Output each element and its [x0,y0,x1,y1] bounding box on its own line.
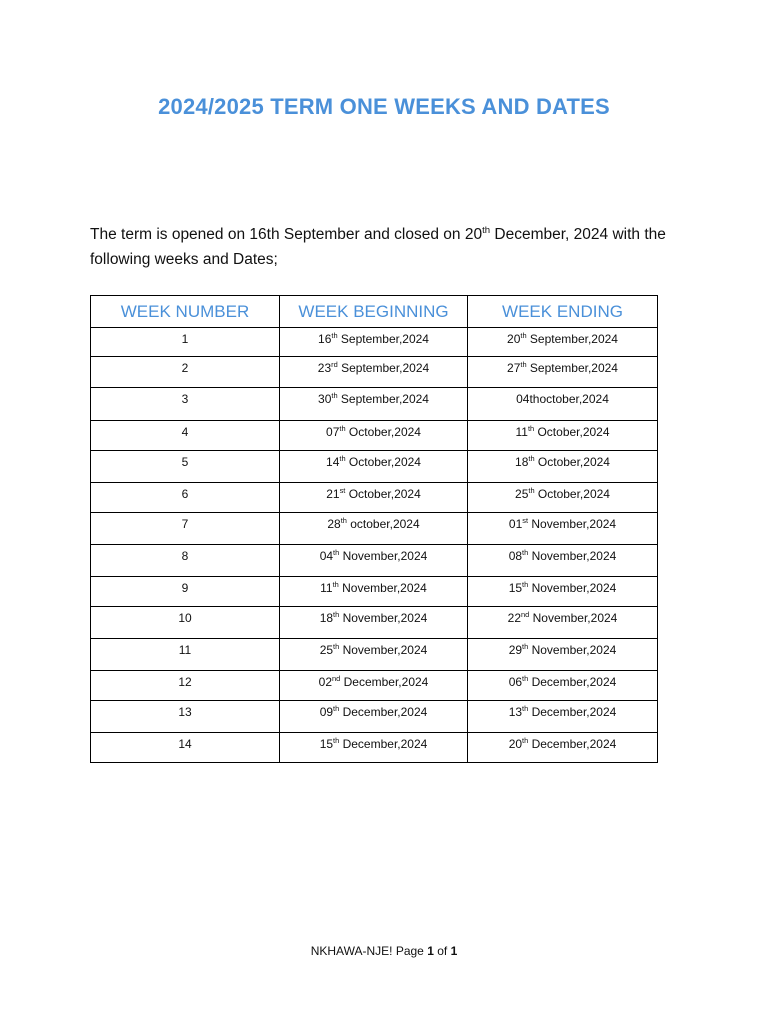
header-week-beginning: WEEK BEGINNING [280,296,468,328]
cell-week-number: 2 [91,357,280,388]
date-day: 06 [508,675,523,689]
date-ordinal-suffix: th [522,736,529,745]
cell-week-ending [468,451,658,483]
date-day: 21 [326,487,340,501]
date-ordinal-suffix: th [333,736,340,745]
date-day: 27 [507,361,521,375]
date-ordinal-suffix: st [339,486,346,495]
cell-week-ending [468,388,658,421]
date-ordinal-suffix: th [331,391,338,400]
cell-week-number: 12 [91,671,280,701]
date-month-year: December,2024 [339,705,428,719]
weeks-table-body [91,328,658,763]
date-day: 18 [319,611,334,625]
date-month-year: November,2024 [339,643,428,657]
cell-week-number: 1 [91,328,280,357]
date-ordinal-suffix: nd [332,674,341,683]
cell-week-number: 11 [91,639,280,671]
cell-week-beginning [280,388,468,421]
table-row [91,513,658,545]
date-day: 09 [319,705,334,719]
table-row [91,671,658,701]
date-ordinal-suffix: th [522,674,529,683]
table-row [91,357,658,388]
date-month-year: November,2024 [339,549,428,563]
date-month-year: December,2024 [339,737,428,751]
date-ordinal-suffix: th [339,454,346,463]
date-day: 15 [508,581,523,595]
table-row [91,577,658,607]
date-ordinal-suffix: nd [521,610,530,619]
cell-week-beginning [280,451,468,483]
date-day: 04thoctober,2024 [516,392,609,406]
date-day: 13 [508,705,523,719]
date-month-year: october,2024 [346,517,420,531]
date-month-year: December,2024 [528,705,617,719]
date-day: 18 [515,455,529,469]
header-week-number: WEEK NUMBER [91,296,280,328]
cell-week-number: 14 [91,733,280,763]
date-day: 20 [507,332,521,346]
date-day: 29 [508,643,523,657]
date-day: 07 [326,425,340,439]
weeks-table [90,295,658,763]
header-week-ending: WEEK ENDING [468,296,658,328]
date-ordinal-suffix: th [527,424,535,433]
table-row [91,328,658,357]
cell-week-ending [468,421,658,451]
cell-week-ending [468,513,658,545]
cell-week-number: 7 [91,513,280,545]
date-day: 11 [515,425,528,439]
date-ordinal-suffix: th [522,704,529,713]
intro-text-part2: December, 2024 with the following weeks and Dates; [90,225,666,268]
table-row [91,483,658,513]
table-row [91,388,658,421]
date-day: 25 [319,643,334,657]
date-month-year: October,2024 [534,455,610,469]
table-row [91,545,658,577]
cell-week-beginning [280,607,468,639]
table-row [91,451,658,483]
date-ordinal-suffix: th [522,580,529,589]
date-ordinal-suffix: th [333,548,340,557]
date-month-year: September,2024 [337,361,430,375]
date-day: 16 [318,332,332,346]
footer-page-number: 1 [427,944,434,958]
date-month-year: September,2024 [526,361,618,375]
cell-week-number: 3 [91,388,280,421]
cell-week-number: 8 [91,545,280,577]
cell-week-beginning [280,483,468,513]
date-day: 02 [318,675,332,689]
intro-text-part1: The term is opened on 16th September and closed on 20 [90,225,483,243]
table-row [91,607,658,639]
date-month-year: November,2024 [529,611,618,625]
date-day: 30 [318,392,332,406]
date-ordinal-suffix: th [520,360,527,369]
date-ordinal-suffix: rd [331,360,338,369]
date-day: 22 [507,611,521,625]
date-month-year: September,2024 [337,392,429,406]
table-row [91,639,658,671]
date-month-year: December,2024 [528,737,617,751]
date-month-year: December,2024 [528,675,617,689]
date-month-year: October,2024 [534,425,610,439]
date-month-year: November,2024 [528,581,617,595]
cell-week-ending [468,577,658,607]
page-footer [0,944,768,958]
date-day: 04 [319,549,334,563]
cell-week-ending [468,701,658,733]
cell-week-beginning [280,328,468,357]
cell-week-number: 9 [91,577,280,607]
date-ordinal-suffix: th [332,580,339,589]
footer-of: of [433,944,451,958]
cell-week-beginning [280,701,468,733]
cell-week-beginning [280,639,468,671]
cell-week-beginning [280,577,468,607]
date-month-year: October,2024 [345,455,421,469]
table-row [91,701,658,733]
footer-page-total: 1 [450,944,458,958]
date-ordinal-suffix: th [522,548,529,557]
date-ordinal-suffix: th [528,454,535,463]
date-month-year: September,2024 [337,332,429,346]
date-month-year: November,2024 [528,643,617,657]
date-day: 08 [508,549,523,563]
date-month-year: October,2024 [345,425,421,439]
date-day: 20 [508,737,523,751]
table-row [91,421,658,451]
date-ordinal-suffix: th [520,331,527,340]
date-ordinal-suffix: th [528,486,535,495]
intro-paragraph [90,222,680,272]
date-month-year: December,2024 [340,675,429,689]
date-month-year: October,2024 [345,487,421,501]
date-day: 14 [326,455,340,469]
date-ordinal-suffix: th [333,642,340,651]
cell-week-beginning [280,671,468,701]
date-month-year: November,2024 [339,611,428,625]
cell-week-ending [468,483,658,513]
date-ordinal-suffix: th [522,642,529,651]
cell-week-ending [468,357,658,388]
date-day: 01 [508,517,523,531]
cell-week-number: 4 [91,421,280,451]
date-ordinal-suffix: th [339,424,346,433]
date-day: 23 [317,361,332,375]
intro-superscript: th [482,224,491,236]
date-month-year: November,2024 [528,549,617,563]
cell-week-beginning [280,545,468,577]
cell-week-number: 6 [91,483,280,513]
date-day: 11 [320,581,333,595]
date-ordinal-suffix: st [522,516,529,525]
date-ordinal-suffix: th [331,331,338,340]
page-title: 2024/2025 TERM ONE WEEKS AND DATES [158,94,610,119]
date-ordinal-suffix: th [333,610,340,619]
table-row [91,733,658,763]
cell-week-ending [468,328,658,357]
cell-week-ending [468,671,658,701]
cell-week-beginning [280,733,468,763]
date-day: 15 [319,737,334,751]
date-month-year: September,2024 [526,332,618,346]
cell-week-ending [468,639,658,671]
cell-week-beginning [280,513,468,545]
date-month-year: November,2024 [528,517,617,531]
cell-week-ending [468,733,658,763]
footer-prefix: NKHAWA-NJE! Page [310,944,428,958]
date-month-year: November,2024 [338,581,427,595]
cell-week-ending [468,545,658,577]
date-month-year: October,2024 [534,487,610,501]
table-header-row [91,296,658,328]
cell-week-beginning [280,357,468,388]
date-day: 25 [515,487,529,501]
cell-week-beginning [280,421,468,451]
date-ordinal-suffix: th [340,516,347,525]
cell-week-number: 13 [91,701,280,733]
cell-week-number: 10 [91,607,280,639]
date-ordinal-suffix: th [333,704,340,713]
cell-week-ending [468,607,658,639]
date-day: 28 [327,517,341,531]
cell-week-number: 5 [91,451,280,483]
